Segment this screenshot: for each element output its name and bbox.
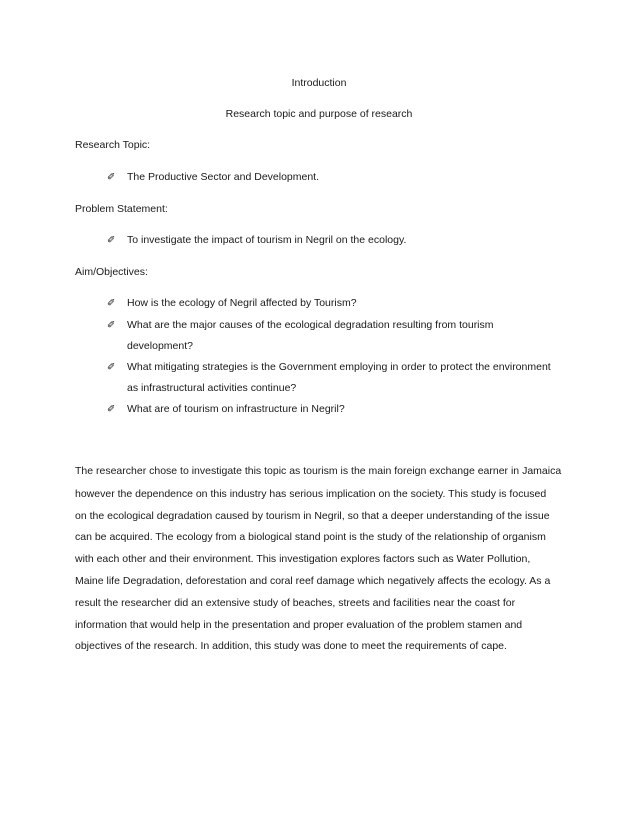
list-item xyxy=(107,319,494,332)
list-item xyxy=(107,171,319,184)
paragraph-line: information that would help in the presentation and proper evaluation of the problem stamen and xyxy=(75,619,523,631)
bullet-continuation: as infrastructural activities continue? xyxy=(127,382,297,394)
pencil-bullet-icon: ✐ xyxy=(107,172,116,183)
list-item xyxy=(107,234,406,247)
paragraph-line: on the ecological degradation caused by tourism in Negril, so that a deeper understanding of the issue xyxy=(75,510,550,522)
bullet-text: How is the ecology of Negril affected by Tourism? xyxy=(127,297,357,309)
problem-statement-label: Problem Statement: xyxy=(75,203,168,215)
bullet-continuation: development? xyxy=(127,340,193,352)
paragraph-line: The researcher chose to investigate this topic as tourism is the main foreign exchange earner in Jamaica xyxy=(75,465,562,477)
pencil-bullet-icon: ✐ xyxy=(107,404,116,415)
paragraph-line: with each other and their environment. This investigation explores factors such as Water Pollution, xyxy=(75,553,531,565)
bullet-text: To investigate the impact of tourism in Negril on the ecology. xyxy=(127,234,407,246)
pencil-bullet-icon: ✐ xyxy=(107,362,116,373)
paragraph-line: result the researcher did an extensive study of beaches, streets and facilities near the coast for xyxy=(75,597,516,609)
pencil-bullet-icon: ✐ xyxy=(107,298,116,309)
paragraph-line: objectives of the research. In addition, this study was done to meet the requirements of cape. xyxy=(75,640,507,652)
paragraph-line: Maine life Degradation, deforestation and coral reef damage which negatively affects the ecology. As a xyxy=(75,575,551,587)
bullet-text: What are of tourism on infrastructure in Negril? xyxy=(127,403,345,415)
list-item xyxy=(107,361,551,374)
aim-objectives-label: Aim/Objectives: xyxy=(75,266,148,278)
bullet-text: What mitigating strategies is the Government employing in order to protect the environment xyxy=(127,361,551,373)
page-subheading: Research topic and purpose of research xyxy=(225,108,413,120)
list-item xyxy=(107,403,345,416)
paragraph-line: however the dependence on this industry has serious implication on the society. This study is focused xyxy=(75,488,547,500)
research-topic-label: Research Topic: xyxy=(75,139,151,151)
page-heading: Introduction xyxy=(291,77,347,89)
pencil-bullet-icon: ✐ xyxy=(107,320,116,331)
bullet-text: The Productive Sector and Development. xyxy=(127,171,320,183)
bullet-text: What are the major causes of the ecological degradation resulting from tourism xyxy=(127,319,494,331)
list-item xyxy=(107,297,357,310)
pencil-bullet-icon: ✐ xyxy=(107,235,116,246)
paragraph-line: can be acquired. The ecology from a biological stand point is the study of the relationship of organism xyxy=(75,531,546,543)
